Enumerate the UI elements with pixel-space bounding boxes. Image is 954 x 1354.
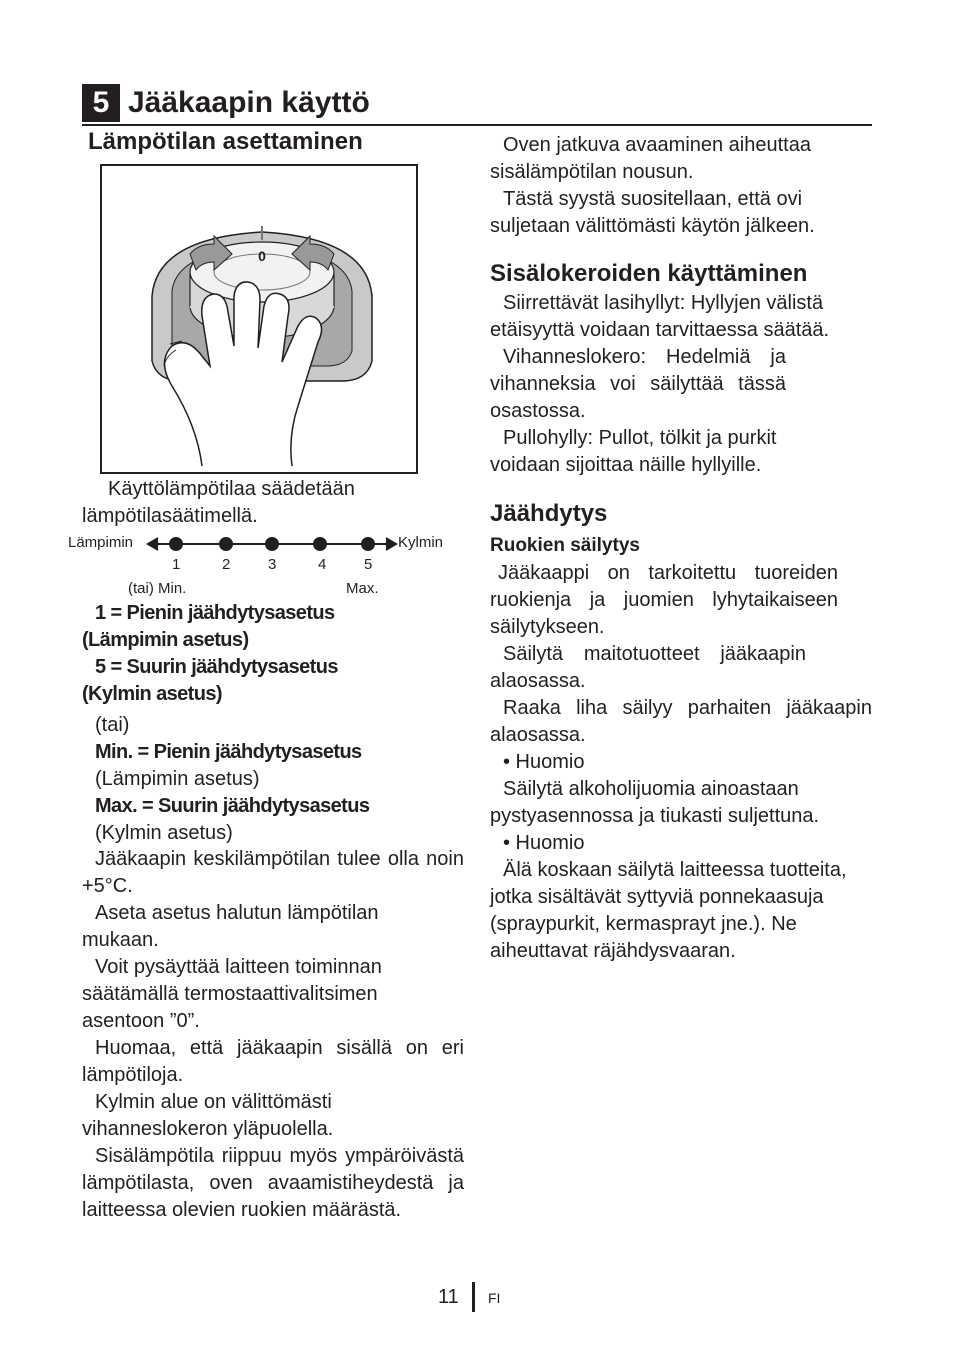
paragraph-different-temps: Huomaa, että jääkaapin sisällä on eri lämpötiloja. <box>82 1037 464 1086</box>
scale-arrow-left-icon <box>146 537 158 551</box>
thermostat-illustration <box>102 166 416 472</box>
dial-zero-mark: 0 <box>258 248 266 264</box>
page-number: 11 <box>438 1286 459 1308</box>
paragraph-coldest-area: Kylmin alue on välittömästi vihanneslokeron yläpuolella. <box>82 1091 334 1140</box>
door-paragraphs: Oven jatkuva avaaminen aiheuttaa sisälämpötilan nousun. Tästä syystä suositellaan, että ovi suljetaan välittömästi käytön jälkeen. <box>490 134 815 237</box>
scale-min-label: (tai) Min. <box>128 580 187 597</box>
scale-line <box>146 534 398 554</box>
scale-max-label: Max. <box>346 580 379 597</box>
paragraph-set-setting: Aseta asetus halutun lämpötilan mukaan. <box>82 902 379 951</box>
scale-right-label: Kylmin <box>398 534 444 551</box>
scale-dot-1 <box>169 537 183 551</box>
scale-dot-5 <box>361 537 375 551</box>
scale-number-5: 5 <box>364 556 373 573</box>
language-code: FI <box>488 1290 501 1306</box>
scale-number-4: 4 <box>318 556 327 573</box>
note-label: • Huomio <box>503 751 585 773</box>
cooling-paragraphs: Jääkaappi on tarkoitettu tuoreiden ruokienja ja juomien lyhytaikaiseen säilytykseen. Säilytä maitotuotteet jääkaapin alaosassa. Raaka liha säilyy parhaiten jääkaapin alaosassa. • Huomio Säilytä alkoholijuomia ainoastaan pystyasennossa ja tiukasti suljettuna. • Huomio Älä koskaan säilytä laitteessa tuotteita, jotka sisältävät syttyviä ponnekaasuja (spraypurkit, kermasprayt jne.). Ne aiheuttavat räjähdysvaaran. <box>490 562 872 962</box>
cooling-heading: Jäähdytys <box>490 500 608 527</box>
paragraph-average-temp: Jääkaapin keskilämpötilan tulee olla noin +5°C. <box>82 848 464 897</box>
temperature-scale <box>68 530 458 600</box>
paragraph-internal-temp: Sisälämpötila riippuu myös ympäröivästä lämpötilasta, oven avaamistiheydestä ja laitteessa olevien ruokien määrästä. <box>82 1145 464 1221</box>
scale-arrow-right-icon <box>386 537 398 551</box>
scale-left-label: Lämpimin <box>68 534 134 551</box>
scale-number-3: 3 <box>268 556 277 573</box>
scale-dot-3 <box>265 537 279 551</box>
thermostat-figure <box>100 164 418 474</box>
note-label: • Huomio <box>503 832 585 854</box>
food-storage-subheading: Ruokien säilytys <box>490 535 640 556</box>
scale-dot-2 <box>219 537 233 551</box>
chapter-title: Jääkaapin käyttö <box>128 86 370 119</box>
left-paragraphs <box>82 846 464 1224</box>
compartments-paragraphs: Siirrettävät lasihyllyt: Hyllyjen välistä etäisyyttä voidaan tarvittaessa säätää. Vihanneslokero: Hedelmiä ja vihanneksia voi säilyttää tässä osastossa. Pullohylly: Pullot, tölkit ja purkit voidaan sijoittaa näille hyllyille. <box>490 292 830 476</box>
footer-divider <box>472 1282 475 1312</box>
paragraph-stop-device: Voit pysäyttää laitteen toiminnan säätämällä termostaattivalitsimen asentoon ”0”. <box>82 956 382 1032</box>
compartments-heading: Sisälokeroiden käyttäminen <box>490 260 808 287</box>
scale-number-1: 1 <box>172 556 181 573</box>
scale-number-2: 2 <box>222 556 231 573</box>
temperature-setting-heading: Lämpötilan asettaminen <box>88 128 363 155</box>
scale-dot-4 <box>313 537 327 551</box>
settings-list: 1 = Pienin jäähdytysasetus (Lämpimin asetus) 5 = Suurin jäähdytysasetus (Kylmin asetus) (tai) Min. = Pienin jäähdytysasetus (Lämpimin asetus) Max. = Suurin jäähdytysasetus (Kylmin asetus) <box>82 602 370 844</box>
chapter-number: 5 <box>82 84 120 122</box>
temperature-intro: Käyttölämpötilaa säädetään lämpötilasäätimellä. <box>82 478 355 527</box>
chapter-header <box>82 84 872 126</box>
